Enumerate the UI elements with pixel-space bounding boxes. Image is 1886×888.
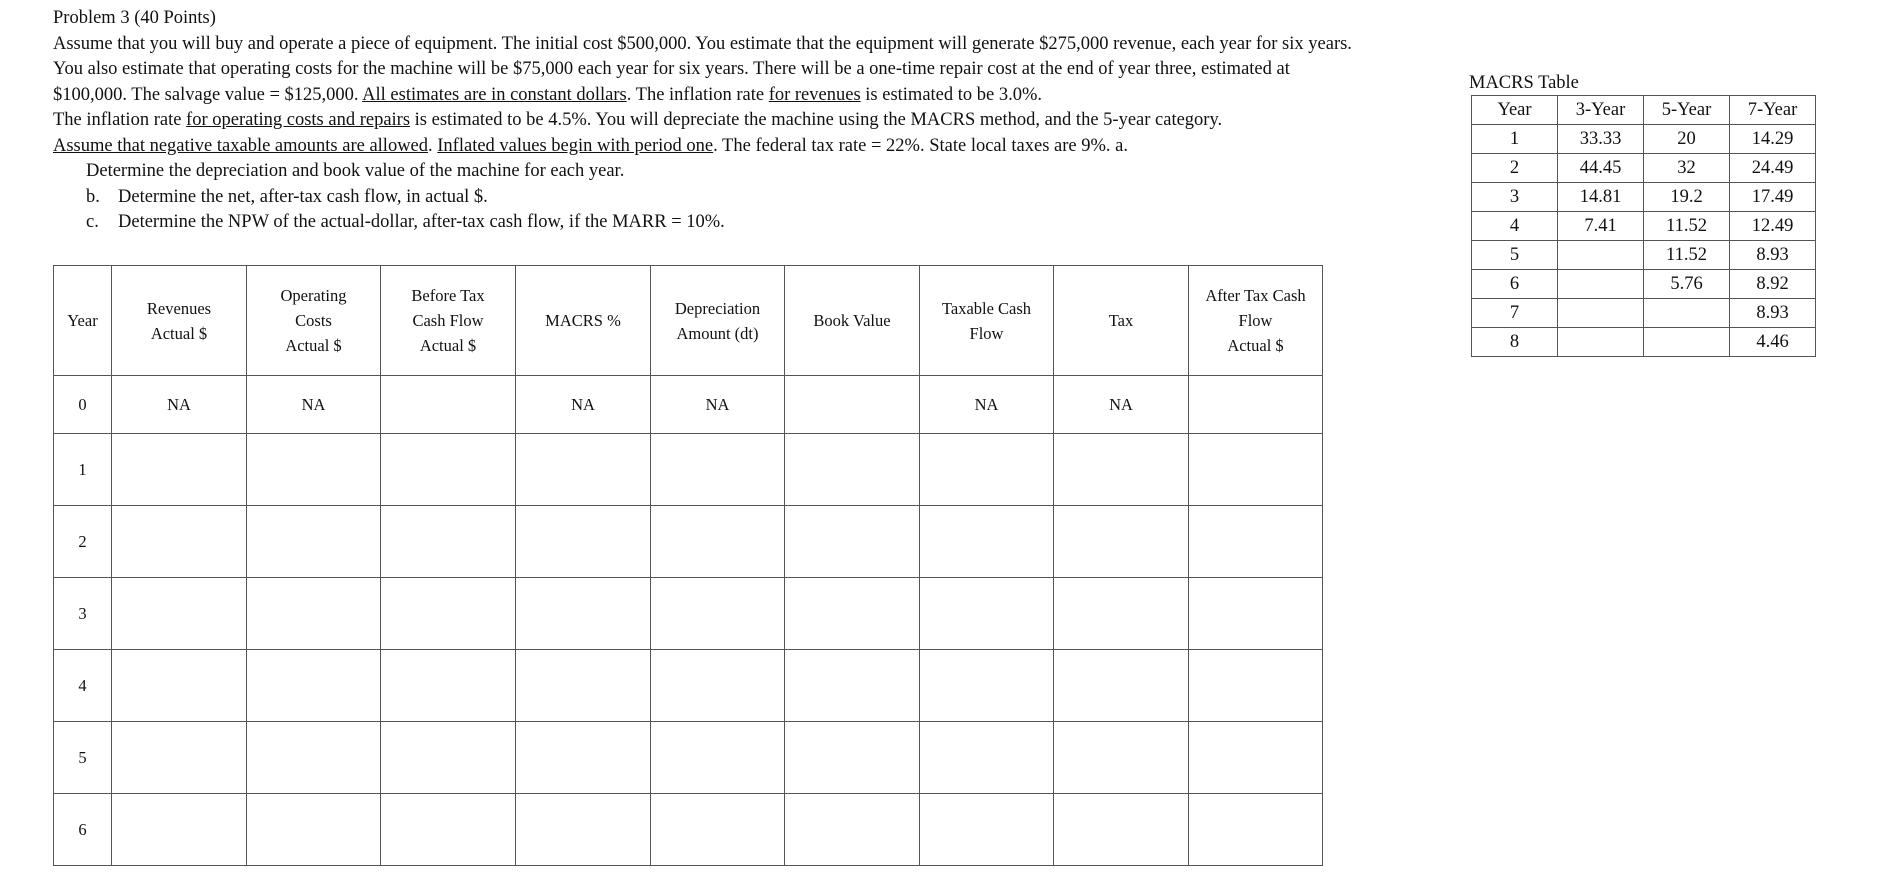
worksheet-cell[interactable]: [651, 578, 785, 650]
worksheet-cell[interactable]: [381, 794, 516, 866]
worksheet-cell[interactable]: [920, 650, 1054, 722]
macrs-cell: 2: [1472, 154, 1558, 183]
header-line: Actual $: [419, 336, 477, 355]
macrs-cell: 14.81: [1558, 183, 1644, 212]
worksheet-cell[interactable]: [785, 650, 920, 722]
worksheet-cell[interactable]: [516, 650, 651, 722]
macrs-cell: 44.45: [1558, 154, 1644, 183]
problem-paragraph-2: [53, 108, 1353, 134]
worksheet-cell[interactable]: [651, 794, 785, 866]
worksheet-cell[interactable]: [1189, 794, 1323, 866]
worksheet-cell: NA: [247, 376, 381, 434]
header-line: Book Value: [813, 311, 891, 330]
worksheet-cell[interactable]: [651, 722, 785, 794]
worksheet-cell[interactable]: [920, 722, 1054, 794]
worksheet-cell[interactable]: [112, 722, 247, 794]
header-line: Year: [67, 311, 98, 330]
worksheet-header-cell: [920, 266, 1054, 376]
year-cell: 2: [54, 506, 112, 578]
worksheet-cell[interactable]: [247, 434, 381, 506]
worksheet-cell[interactable]: [381, 650, 516, 722]
macrs-cell: 11.52: [1644, 212, 1730, 241]
macrs-cell: [1558, 328, 1644, 357]
worksheet-table: [53, 265, 1323, 866]
macrs-cell: 14.29: [1730, 125, 1816, 154]
macrs-cell: 8.93: [1730, 299, 1816, 328]
p1-underline-constant-dollars: All estimates are in constant dollars: [362, 84, 627, 105]
worksheet-header-cell: [54, 266, 112, 376]
table-row: [54, 578, 1323, 650]
macrs-row: [1472, 125, 1816, 154]
macrs-row: [1472, 212, 1816, 241]
table-row: [54, 506, 1323, 578]
worksheet-cell[interactable]: [112, 794, 247, 866]
worksheet-cell[interactable]: [651, 650, 785, 722]
header-line: Costs: [295, 311, 332, 330]
year-cell: 5: [54, 722, 112, 794]
macrs-cell: 5: [1472, 241, 1558, 270]
p2-underline-operating-costs: for operating costs and repairs: [186, 110, 411, 130]
worksheet-cell[interactable]: [247, 650, 381, 722]
header-line: Taxable Cash: [941, 298, 1032, 318]
macrs-cell: 4: [1472, 212, 1558, 241]
header-line: Tax: [1108, 311, 1134, 330]
worksheet-cell[interactable]: [381, 722, 516, 794]
header-line: Flow: [969, 323, 1004, 343]
table-row: [54, 376, 1323, 434]
worksheet-cell[interactable]: [247, 794, 381, 866]
worksheet-cell[interactable]: [516, 794, 651, 866]
macrs-header-cell: Year: [1472, 96, 1558, 125]
worksheet-cell[interactable]: [381, 506, 516, 578]
p1-underline-revenues: for revenues: [768, 84, 861, 105]
worksheet-header-cell: [516, 266, 651, 376]
macrs-cell: 3: [1472, 183, 1558, 212]
table-row: [54, 722, 1323, 794]
worksheet-cell[interactable]: [381, 434, 516, 506]
worksheet-cell[interactable]: [1189, 722, 1323, 794]
header-line: Depreciation: [674, 298, 761, 318]
header-line: Amount (dt): [676, 323, 759, 343]
macrs-table-title: MACRS Table: [1469, 73, 1579, 93]
macrs-cell: 19.2: [1644, 183, 1730, 212]
macrs-cell: [1644, 328, 1730, 357]
part-b-text: Determine the net, after-tax cash flow, in actual $.: [118, 186, 488, 207]
macrs-row: [1472, 241, 1816, 270]
part-c-text: Determine the NPW of the actual-dollar, after-tax cash flow, if the MARR = 10%.: [118, 212, 725, 232]
problem-statement: [53, 6, 1353, 236]
macrs-cell: [1644, 299, 1730, 328]
worksheet-header-cell: [1189, 266, 1323, 376]
worksheet-cell[interactable]: [1189, 376, 1323, 434]
part-a: Determine the depreciation and book value of the machine for each year.: [86, 161, 625, 181]
macrs-cell: [1558, 270, 1644, 299]
worksheet-cell[interactable]: [785, 578, 920, 650]
table-row: [54, 794, 1323, 866]
header-line: Actual $: [1227, 336, 1284, 355]
part-b: [53, 185, 1353, 211]
macrs-header-row: [1472, 96, 1816, 125]
macrs-cell: 32: [1644, 154, 1730, 183]
macrs-header-cell: 5-Year: [1644, 96, 1730, 125]
year-cell: 6: [54, 794, 112, 866]
macrs-cell: [1558, 299, 1644, 328]
worksheet-cell[interactable]: [1054, 506, 1189, 578]
worksheet-cell[interactable]: [381, 376, 516, 434]
worksheet-cell[interactable]: [112, 578, 247, 650]
worksheet-header-cell: [381, 266, 516, 376]
macrs-row: [1472, 299, 1816, 328]
worksheet-header-cell: [785, 266, 920, 376]
p1-text-b: . The inflation rate: [626, 84, 769, 105]
worksheet-cell[interactable]: [1189, 650, 1323, 722]
macrs-cell: 8.92: [1730, 270, 1816, 299]
header-line: MACRS %: [545, 311, 621, 330]
header-line: Revenues: [146, 298, 212, 318]
macrs-row: [1472, 183, 1816, 212]
table-row: [54, 434, 1323, 506]
worksheet-cell[interactable]: [1054, 722, 1189, 794]
worksheet-cell[interactable]: [920, 434, 1054, 506]
macrs-cell: 11.52: [1644, 241, 1730, 270]
problem-heading: Problem 3 (40 Points): [53, 8, 216, 28]
worksheet-cell[interactable]: [381, 578, 516, 650]
worksheet-header-cell: [112, 266, 247, 376]
p2-text-b: is estimated to be 4.5%. You will depreciate the machine using the MACRS method, and the 5-year category.: [410, 110, 1223, 130]
macrs-cell: 5.76: [1644, 270, 1730, 299]
macrs-table: [1471, 95, 1816, 357]
worksheet-cell[interactable]: [247, 578, 381, 650]
worksheet-header-cell: [651, 266, 785, 376]
problem-paragraph-3: [53, 134, 1353, 160]
worksheet-cell: NA: [920, 376, 1054, 434]
macrs-cell: 8.93: [1730, 241, 1816, 270]
macrs-cell: 8: [1472, 328, 1558, 357]
header-line: Cash Flow: [412, 311, 484, 330]
worksheet-cell[interactable]: [785, 434, 920, 506]
macrs-header-cell: 7-Year: [1730, 96, 1816, 125]
worksheet-cell[interactable]: [112, 650, 247, 722]
p3-text-b: . The federal tax rate = 22%. State local taxes are 9%. a.: [713, 135, 1128, 156]
worksheet-cell[interactable]: [516, 722, 651, 794]
macrs-header-cell: 3-Year: [1558, 96, 1644, 125]
header-line: Flow: [1238, 311, 1273, 330]
macrs-cell: 6: [1472, 270, 1558, 299]
part-b-label: b.: [86, 186, 100, 207]
p2-text-a: The inflation rate: [53, 110, 187, 130]
worksheet-cell[interactable]: [247, 506, 381, 578]
macrs-cell: 7.41: [1558, 212, 1644, 241]
worksheet-header-cell: [1054, 266, 1189, 376]
worksheet-cell[interactable]: [785, 506, 920, 578]
macrs-cell: 17.49: [1730, 183, 1816, 212]
worksheet-cell[interactable]: [1054, 794, 1189, 866]
worksheet-cell[interactable]: [920, 578, 1054, 650]
worksheet-cell: NA: [112, 376, 247, 434]
macrs-cell: 4.46: [1730, 328, 1816, 357]
worksheet-header-cell: [247, 266, 381, 376]
header-line: Actual $: [285, 336, 342, 355]
macrs-cell: 24.49: [1730, 154, 1816, 183]
table-row: [54, 650, 1323, 722]
macrs-cell: 12.49: [1730, 212, 1816, 241]
worksheet-cell[interactable]: [1189, 434, 1323, 506]
p3-underline-inflated-values: Inflated values begin with period one: [437, 135, 714, 156]
p1-text-a: Assume that you will buy and operate a piece of equipment. The initial cost $500,000. You estimate that the equipment will generate $275,000 revenue, each year for six years. You also estimate that operating costs for the machine will be $75,000 each year for six years. There will be a one-time repair cost at the end of year three, estimated at $100,000. The salvage value = $125,000.: [53, 33, 1352, 105]
macrs-cell: 20: [1644, 125, 1730, 154]
macrs-cell: 7: [1472, 299, 1558, 328]
worksheet-cell[interactable]: [920, 794, 1054, 866]
macrs-row: [1472, 270, 1816, 299]
worksheet-cell[interactable]: [112, 434, 247, 506]
problem-paragraph-1: [53, 32, 1353, 109]
worksheet-cell[interactable]: [785, 722, 920, 794]
macrs-cell: 1: [1472, 125, 1558, 154]
worksheet-cell[interactable]: [1189, 506, 1323, 578]
macrs-cell: [1558, 241, 1644, 270]
worksheet-cell[interactable]: [1054, 434, 1189, 506]
worksheet-cell[interactable]: [651, 434, 785, 506]
worksheet-cell: NA: [1054, 376, 1189, 434]
macrs-row: [1472, 154, 1816, 183]
worksheet-cell[interactable]: [785, 794, 920, 866]
header-line: Before Tax: [411, 286, 485, 305]
p3-text-a: .: [428, 135, 438, 156]
year-cell: 3: [54, 578, 112, 650]
header-line: Actual $: [150, 323, 208, 343]
p3-underline-negative-taxable: Assume that negative taxable amounts are allowed: [53, 135, 429, 156]
year-cell: 1: [54, 434, 112, 506]
worksheet-cell[interactable]: [651, 506, 785, 578]
worksheet-cell[interactable]: [516, 434, 651, 506]
worksheet-cell[interactable]: [247, 722, 381, 794]
worksheet-cell[interactable]: [112, 506, 247, 578]
worksheet-header-row: [54, 266, 1323, 376]
p1-text-c: is estimated to be 3.0%.: [860, 84, 1043, 105]
worksheet-cell[interactable]: [785, 376, 920, 434]
worksheet-cell[interactable]: [920, 506, 1054, 578]
worksheet-cell: NA: [651, 376, 785, 434]
macrs-row: [1472, 328, 1816, 357]
part-c-label: c.: [86, 212, 99, 232]
worksheet-cell[interactable]: [516, 506, 651, 578]
part-c: [53, 210, 1353, 236]
year-cell: 4: [54, 650, 112, 722]
worksheet-cell: NA: [516, 376, 651, 434]
header-line: After Tax Cash: [1205, 286, 1306, 305]
worksheet-cell[interactable]: [1054, 650, 1189, 722]
worksheet-cell[interactable]: [516, 578, 651, 650]
macrs-cell: 33.33: [1558, 125, 1644, 154]
worksheet-cell[interactable]: [1054, 578, 1189, 650]
year-cell: 0: [54, 376, 112, 434]
header-line: Operating: [280, 286, 347, 305]
worksheet-cell[interactable]: [1189, 578, 1323, 650]
